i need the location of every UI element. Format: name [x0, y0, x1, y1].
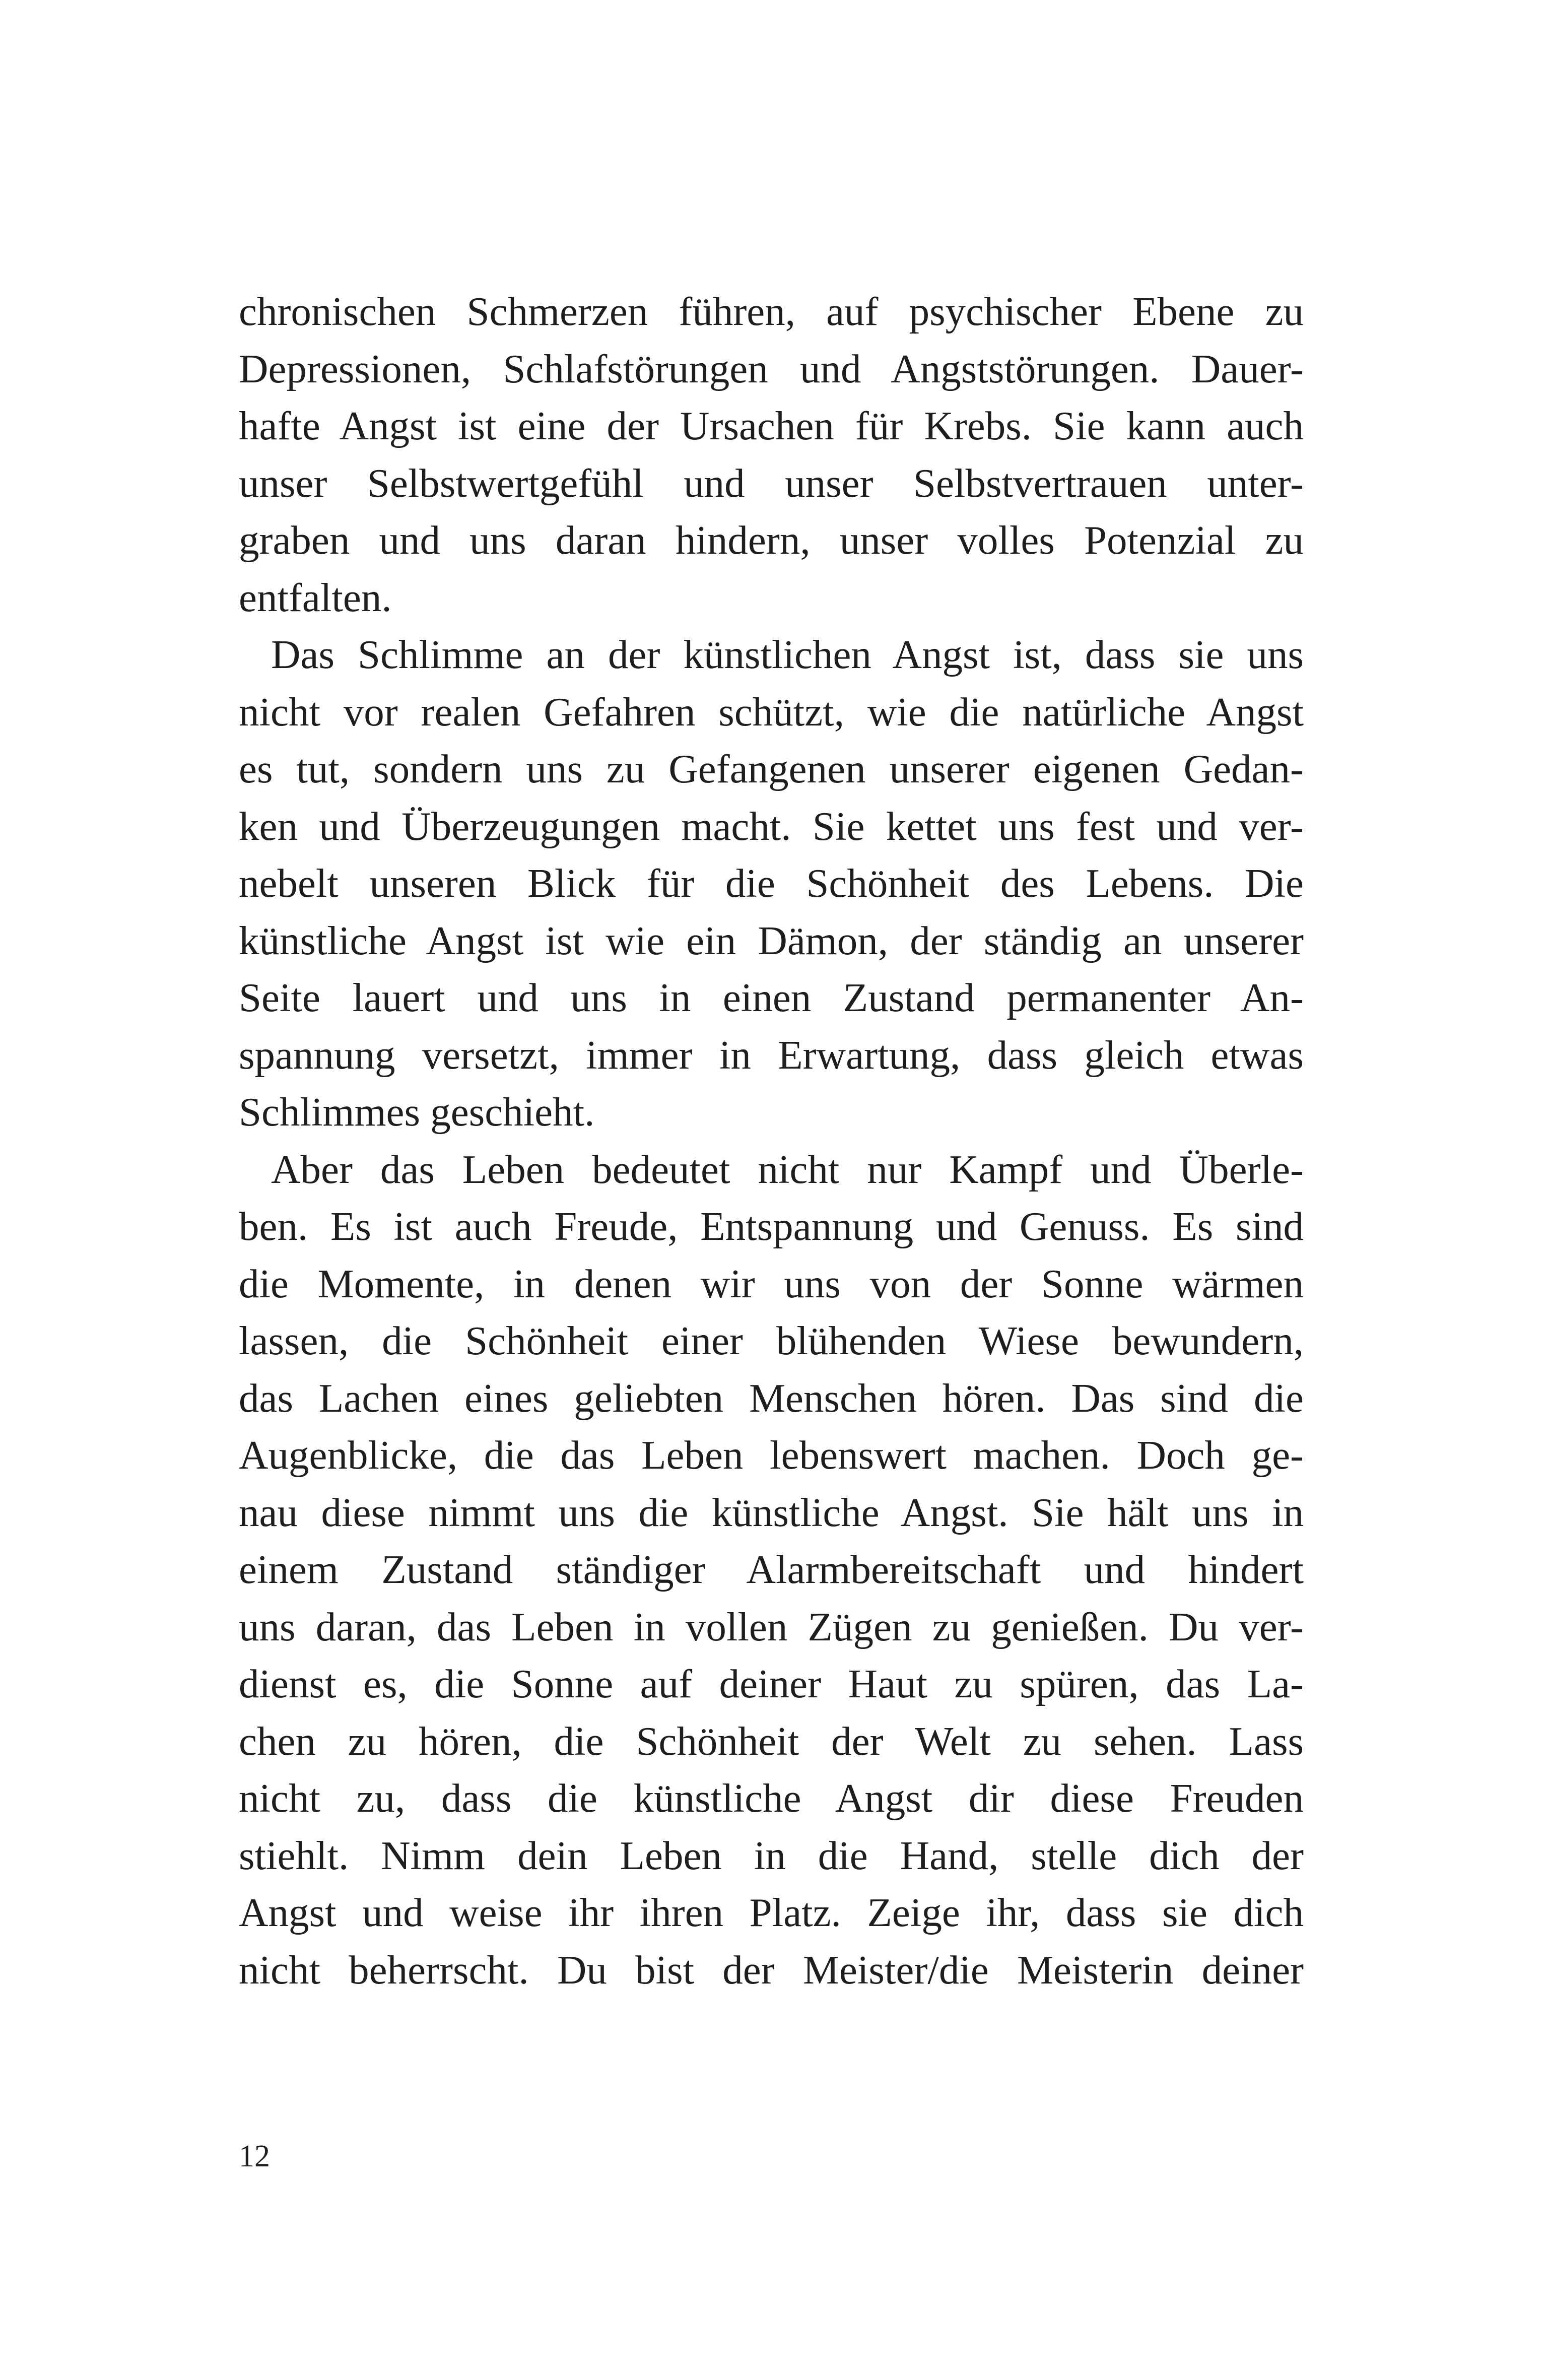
text-line: Seite lauert und uns in einen Zustand permanenter An-: [239, 975, 1304, 1020]
body-text: [239, 283, 1304, 1999]
text-line: nau diese nimmt uns die künstliche Angst. Sie hält uns in: [239, 1489, 1304, 1535]
text-line: stiehlt. Nimm dein Leben in die Hand, stelle dich der: [239, 1832, 1304, 1878]
text-line: ben. Es ist auch Freude, Entspannung und Genuss. Es sind: [239, 1204, 1304, 1249]
text-line: unser Selbstwertgefühl und unser Selbstvertrauen unter-: [239, 460, 1304, 506]
text-line: Augenblicke, die das Leben lebenswert machen. Doch ge-: [239, 1432, 1304, 1478]
text-line: Schlimmes geschieht.: [239, 1089, 595, 1135]
text-line: nicht zu, dass die künstliche Angst dir diese Freuden: [239, 1775, 1304, 1821]
text-line: chen zu hören, die Schönheit der Welt zu sehen. Lass: [239, 1718, 1304, 1764]
text-line: Aber das Leben bedeutet nicht nur Kampf und Überle-: [271, 1146, 1304, 1192]
text-line: graben und uns daran hindern, unser volles Potenzial zu: [239, 517, 1304, 563]
text-line: die Momente, in denen wir uns von der Sonne wärmen: [239, 1261, 1304, 1306]
text-line: nicht vor realen Gefahren schützt, wie die natürliche Angst: [239, 689, 1304, 735]
text-line: lassen, die Schönheit einer blühenden Wiese bewundern,: [239, 1318, 1304, 1363]
text-line: entfalten.: [239, 574, 392, 620]
text-line: nebelt unseren Blick für die Schönheit des Lebens. Die: [239, 861, 1304, 906]
text-line: Das Schlimme an der künstlichen Angst ist, dass sie uns: [271, 632, 1304, 677]
text-line: einem Zustand ständiger Alarmbereitschaft und hindert: [239, 1547, 1304, 1592]
text-line: das Lachen eines geliebten Menschen hören. Das sind die: [239, 1375, 1304, 1421]
text-line: uns daran, das Leben in vollen Zügen zu genießen. Du ver-: [239, 1604, 1304, 1649]
text-line: spannung versetzt, immer in Erwartung, dass gleich etwas: [239, 1032, 1304, 1078]
page-number: 12: [239, 2139, 270, 2173]
text-line: ken und Überzeugungen macht. Sie kettet uns fest und ver-: [239, 803, 1304, 849]
text-line: Angst und weise ihr ihren Platz. Zeige ihr, dass sie dich: [239, 1890, 1304, 1935]
text-line: chronischen Schmerzen führen, auf psychischer Ebene zu: [239, 289, 1304, 334]
text-line: dienst es, die Sonne auf deiner Haut zu spüren, das La-: [239, 1661, 1304, 1706]
text-line: es tut, sondern uns zu Gefangenen unserer eigenen Gedan-: [239, 746, 1304, 791]
text-line: Depressionen, Schlafstörungen und Angststörungen. Dauer-: [239, 346, 1304, 391]
text-line: hafte Angst ist eine der Ursachen für Krebs. Sie kann auch: [239, 403, 1304, 448]
text-line: künstliche Angst ist wie ein Dämon, der ständig an unserer: [239, 917, 1304, 963]
text-line: nicht beherrscht. Du bist der Meister/die Meisterin deiner: [239, 1947, 1304, 1993]
